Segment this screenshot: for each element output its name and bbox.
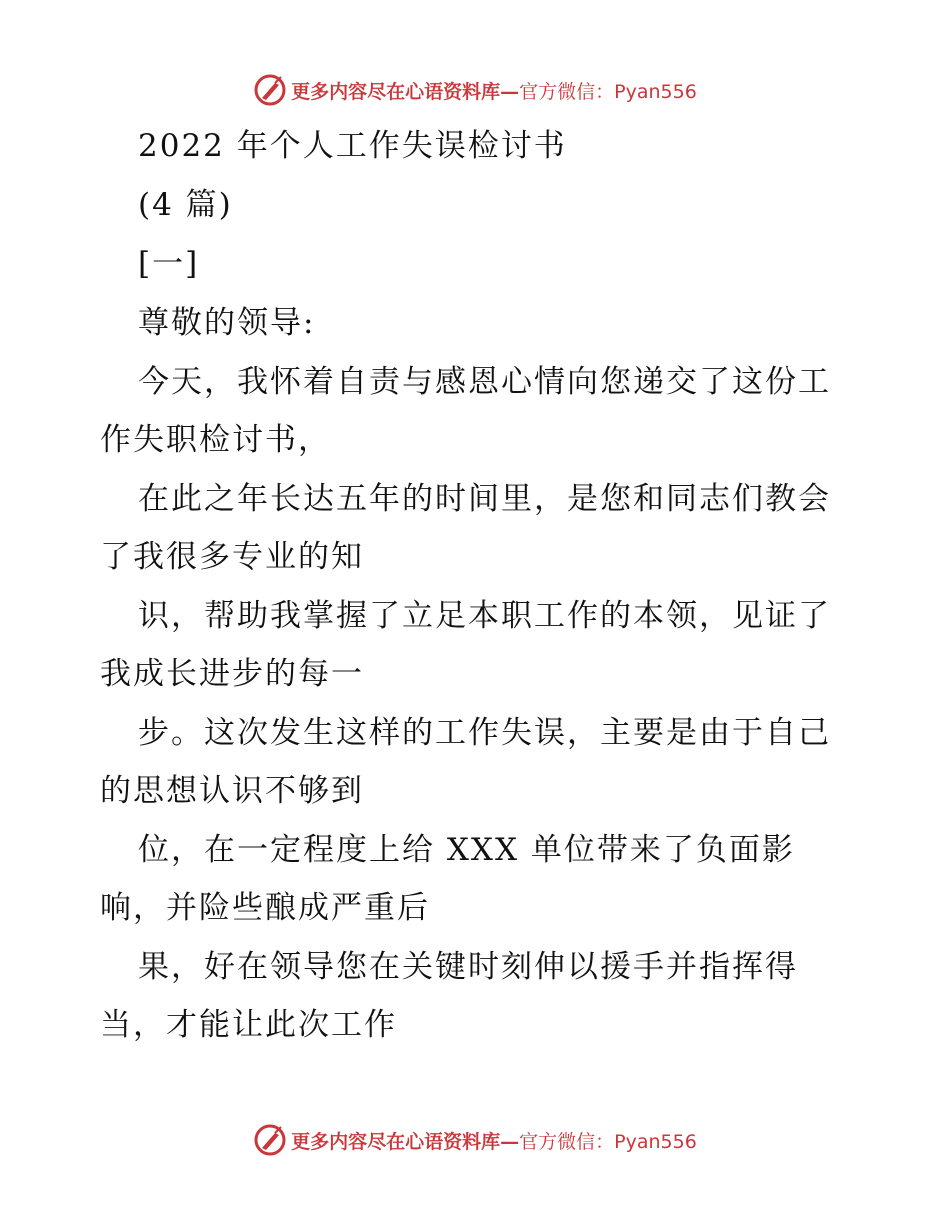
body-line: 我成长进步的每一 [100,656,364,692]
quill-pen-logo-icon [253,1123,287,1157]
footer-watermark [0,1120,950,1160]
section-marker: [一] [138,246,200,282]
header-watermark [0,70,950,110]
body-line: 响，并险些酿成严重后 [100,890,430,926]
body-line: 位，在一定程度上给 XXX 单位带来了负面影 [138,832,795,868]
watermark-wechat-text: 官方微信：Pyan556 [519,80,697,103]
body-line: 当，才能让此次工作 [100,1007,397,1043]
watermark-site-text: 更多内容尽在心语资料库— [291,80,520,103]
watermark-site-text: 更多内容尽在心语资料库— [291,1130,520,1153]
body-line: 的思想认识不够到 [100,773,364,809]
body-line: 果，好在领导您在关键时刻伸以援手并指挥得 [138,949,798,985]
body-line: 步。这次发生这样的工作失误，主要是由于自己 [138,715,831,751]
quill-pen-logo-icon [253,73,287,107]
body-line: 今天，我怀着自责与感恩心情向您递交了这份工 [138,364,831,400]
document-subtitle: (4 篇) [138,187,233,223]
body-line: 识，帮助我掌握了立足本职工作的本领，见证了 [138,598,831,634]
watermark-wechat-text: 官方微信：Pyan556 [519,1130,697,1153]
body-line: 了我很多专业的知 [100,539,364,575]
body-line: 作失职检讨书， [100,422,331,458]
salutation: 尊敬的领导: [138,305,316,341]
body-line: 在此之年长达五年的时间里，是您和同志们教会 [138,481,831,517]
document-title: 2022 年个人工作失误检讨书 [138,128,567,164]
